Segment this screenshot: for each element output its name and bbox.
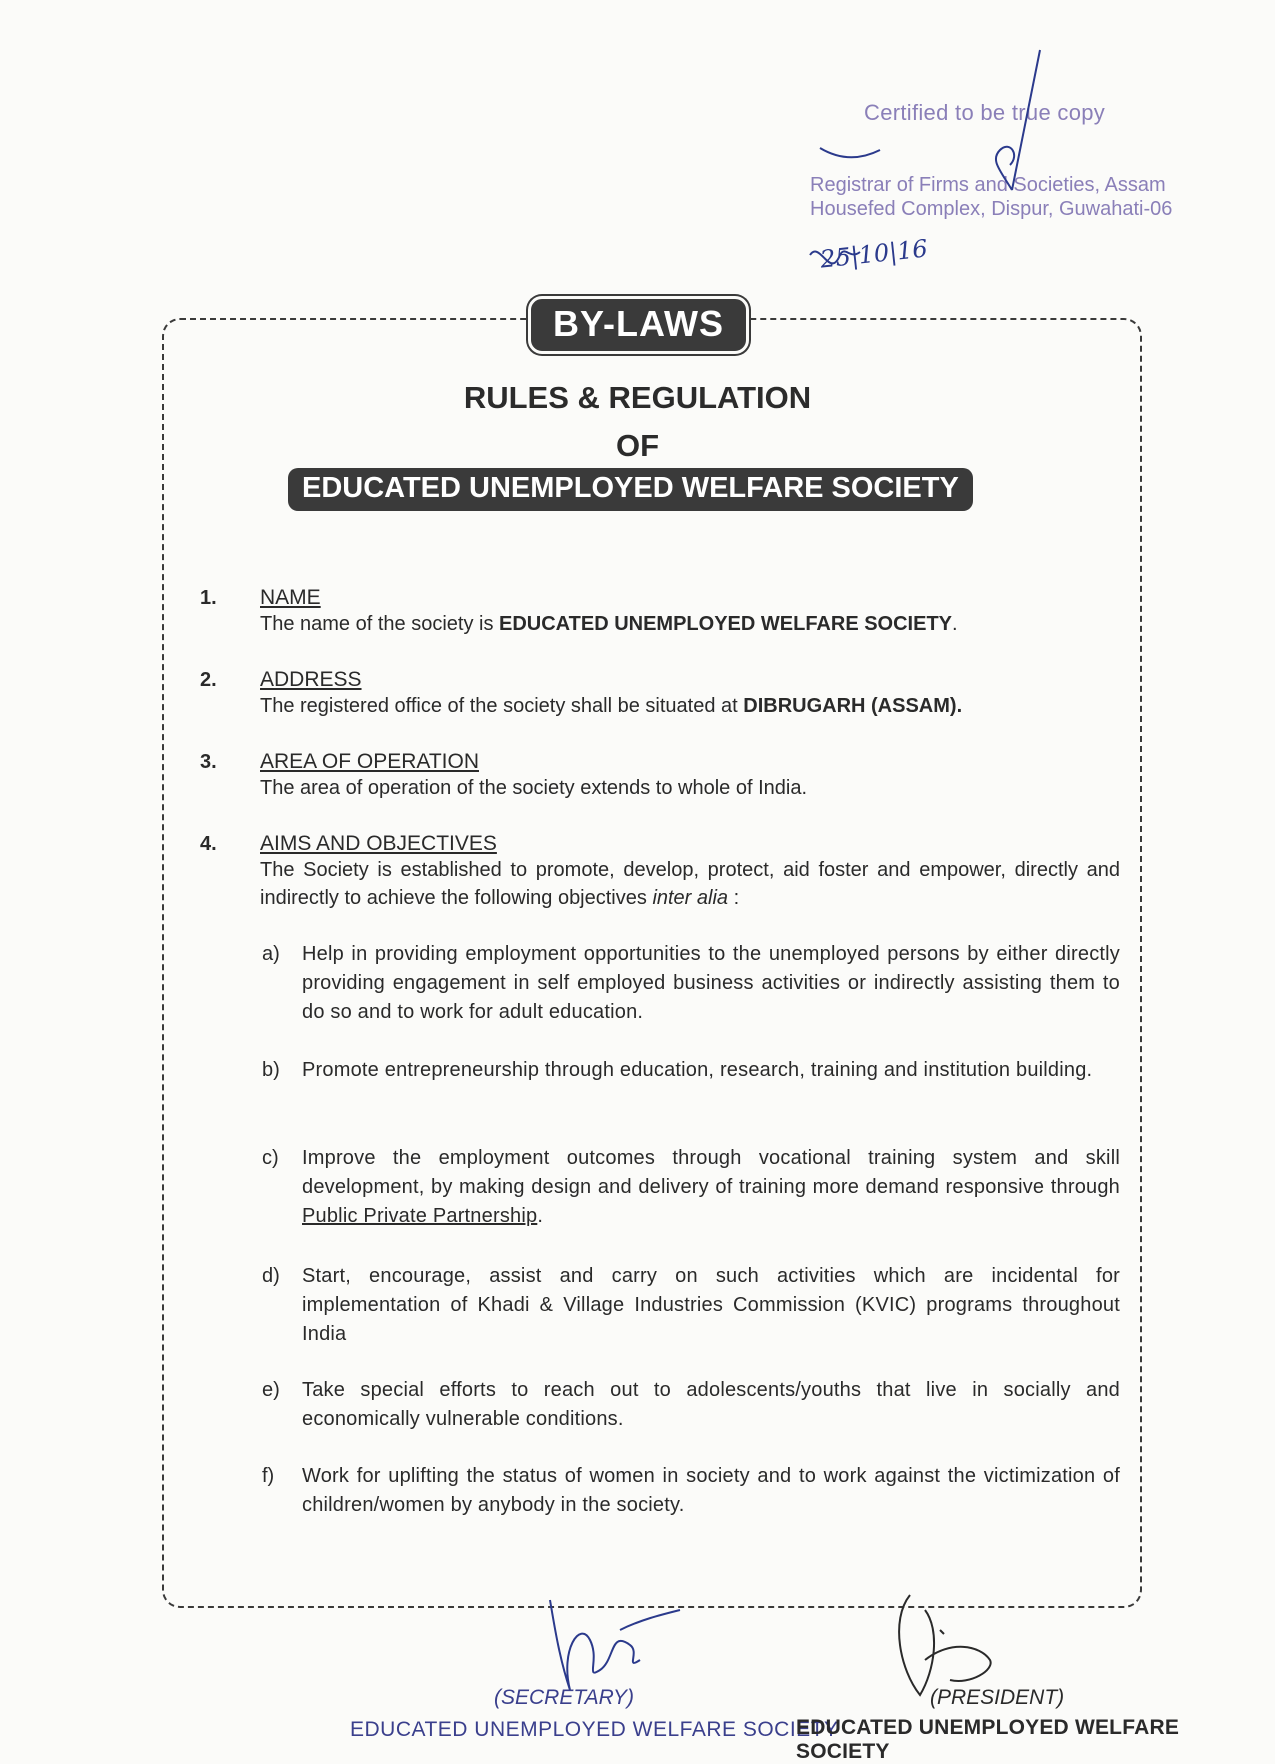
secretary-signature-icon xyxy=(530,1590,690,1700)
president-role: (PRESIDENT) xyxy=(930,1686,1065,1709)
secretary-org: EDUCATED UNEMPLOYED WELFARE SOCIETY xyxy=(350,1718,839,1741)
objective-label: f) xyxy=(262,1465,275,1487)
objective-text: Start, encourage, assist and carry on such activities which are incidental for implementation of Khadi & Village Industries Commission (KVIC) programs throughout India xyxy=(302,1265,1120,1345)
bylaws-banner: BY-LAWS xyxy=(528,296,749,354)
objective-text: Work for uplifting the status of women in society and to work against the victimization of children/women by anybody in the society. xyxy=(302,1465,1120,1516)
stamp-date: 25|10|16 xyxy=(818,234,929,274)
stamp-registrar-line2: Housefed Complex, Dispur, Guwahati-06 xyxy=(810,198,1173,220)
stamp-certified-text: Certified to be true copy xyxy=(864,100,1106,125)
registrar-signature-icon xyxy=(940,40,1060,240)
society-name-banner: EDUCATED UNEMPLOYED WELFARE SOCIETY xyxy=(288,468,973,511)
objective-label: b) xyxy=(262,1059,280,1081)
secretary-role: (SECRETARY) xyxy=(494,1686,635,1709)
objective-text: Help in providing employment opportunities to the unemployed persons by either directly providing engagement in self employed business activities or indirectly assisting them to do so and to work for adult education. xyxy=(302,943,1120,1023)
objective-label: d) xyxy=(262,1265,280,1287)
signature-area xyxy=(0,1590,1275,1763)
objective-label: c) xyxy=(262,1147,279,1169)
section-heading: AIMS AND OBJECTIVES xyxy=(260,832,497,855)
section-heading: NAME xyxy=(260,586,321,609)
objective-text: Take special efforts to reach out to adolescents/youths that live in socially and economically vulnerable conditions. xyxy=(302,1379,1120,1430)
section-body: The name of the society is EDUCATED UNEMPLOYED WELFARE SOCIETY. xyxy=(260,613,958,635)
section-number: 1. xyxy=(200,587,217,609)
section-number: 3. xyxy=(200,751,217,773)
section-body: The area of operation of the society extends to whole of India. xyxy=(260,777,808,799)
section-number: 4. xyxy=(200,833,217,855)
title-line2: OF xyxy=(615,428,660,463)
president-org: EDUCATED UNEMPLOYED WELFARE SOCIETY xyxy=(796,1716,1180,1763)
title-line1: RULES & REGULATION xyxy=(463,380,812,415)
section-heading: ADDRESS xyxy=(260,668,362,691)
objective-text: Promote entrepreneurship through education, research, training and institution building. xyxy=(302,1059,1093,1081)
objective-text: Improve the employment outcomes through vocational training system and skill development, by making design and delivery of training more demand responsive through Public Private Partnership. xyxy=(302,1147,1120,1227)
objective-label: a) xyxy=(262,943,280,965)
stamp-registrar-line1: Registrar of Firms and Societies, Assam xyxy=(810,174,1166,196)
section-body: The Society is established to promote, develop, protect, aid foster and empower, directly and indirectly to achieve the following objectives inter alia : xyxy=(260,859,1120,909)
section-body: The registered office of the society shall be situated at DIBRUGARH (ASSAM). xyxy=(260,695,963,717)
objective-label: e) xyxy=(262,1379,280,1401)
section-number: 2. xyxy=(200,669,217,691)
section-heading: AREA OF OPERATION xyxy=(260,750,479,773)
